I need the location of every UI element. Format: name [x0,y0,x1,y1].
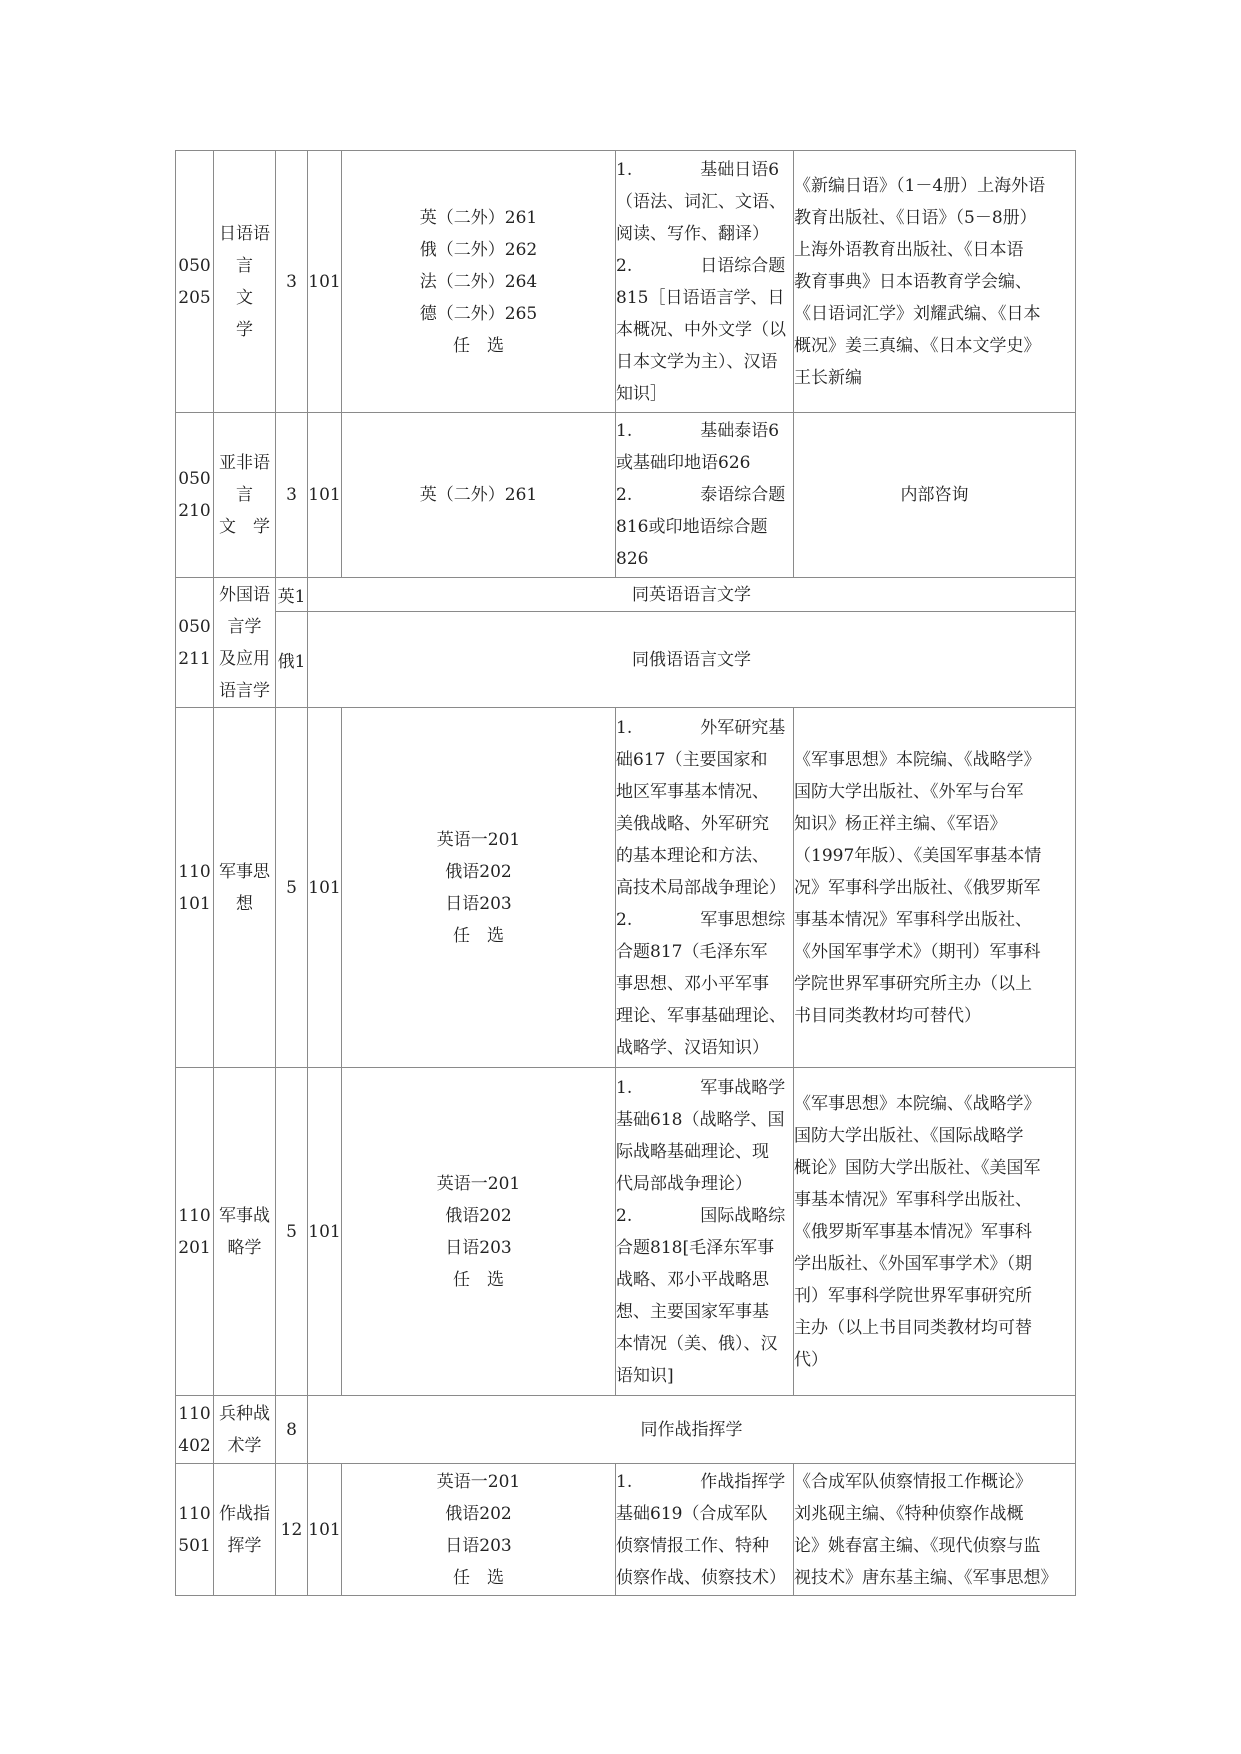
reference-books: 《军事思想》本院编、《战略学》 国防大学出版社、《国际战略学 概论》国防大学出版社、《美国军 事基本情况》军事科学出版社、 《俄罗斯军事基本情况》军事科 学出版社、《外国军事学术》（期 刊）军事科学院世界军事研究所 主办（以上书目同类教材均可替 代） [794,1068,1076,1396]
politics-exam: 101 [308,151,342,413]
subject-exams: 1. 军事战略学 基础618（战略学、国 际战略基础理论、现 代局部战争理论） 2. 国际战略综 合题818[毛泽东军事 战略、邓小平战略思 想、主要国家军事基 本情况（美、俄）、汉 语知识] [616,1068,794,1396]
foreign-language-exam: 英（二外）261 [342,413,616,578]
enroll-count: 8 [276,1396,308,1464]
table-row [176,578,1076,612]
same-as-note: 同英语语言文学 [308,578,1076,612]
subject-exams: 1. 基础日语6 （语法、词汇、文语、 阅读、写作、翻译） 2. 日语综合题 815［日语语言学、日 本概况、中外文学（以 日本文学为主）、汉语 知识］ [616,151,794,413]
table-row [176,151,1076,413]
enroll-count: 12 [276,1464,308,1596]
foreign-language-exam: 英语一201 俄语202 日语203 任 选 [342,1464,616,1596]
program-code: 110 402 [176,1396,214,1464]
enroll-count: 5 [276,1068,308,1396]
program-code: 110 201 [176,1068,214,1396]
table-row [176,612,1076,708]
reference-books: 《军事思想》本院编、《战略学》 国防大学出版社、《外军与台军 知识》杨正祥主编、《军语》 （1997年版）、《美国军事基本情 况》军事科学出版社、《俄罗斯军 事基本情况》军事科学出版社、 《外国军事学术》（期刊）军事科 学院世界军事研究所主办（以上 书目同类教材均可替代） [794,708,1076,1068]
program-code: 110 501 [176,1464,214,1596]
politics-exam: 101 [308,1068,342,1396]
foreign-language-exam: 英语一201 俄语202 日语203 任 选 [342,708,616,1068]
program-name: 外国语 言学 及应用 语言学 [214,578,276,708]
foreign-language-exam: 英（二外）261 俄（二外）262 法（二外）264 德（二外）265 任 选 [342,151,616,413]
enroll-count: 俄1 [276,612,308,708]
enroll-count: 5 [276,708,308,1068]
politics-exam: 101 [308,1464,342,1596]
program-code: 050 205 [176,151,214,413]
politics-exam: 101 [308,708,342,1068]
reference-books: 《合成军队侦察情报工作概论》 刘兆砚主编、《特种侦察作战概 论》姚春富主编、《现代侦察与监 视技术》唐东基主编、《军事思想》 [794,1464,1076,1596]
politics-exam: 101 [308,413,342,578]
program-code: 050 211 [176,578,214,708]
table-row [176,1464,1076,1596]
admission-table [175,150,1076,1596]
program-name: 军事战 略学 [214,1068,276,1396]
enroll-count: 英1 [276,578,308,612]
same-as-note: 同作战指挥学 [308,1396,1076,1464]
program-code: 110 101 [176,708,214,1068]
reference-books: 内部咨询 [794,413,1076,578]
table-row [176,1396,1076,1464]
program-name: 日语语 言 文 学 [214,151,276,413]
subject-exams: 1. 基础泰语6 或基础印地语626 2. 泰语综合题 816或印地语综合题 826 [616,413,794,578]
program-name: 兵种战 术学 [214,1396,276,1464]
program-name: 亚非语 言 文 学 [214,413,276,578]
table-row [176,1068,1076,1396]
enroll-count: 3 [276,151,308,413]
program-name: 作战指 挥学 [214,1464,276,1596]
subject-exams: 1. 作战指挥学 基础619（合成军队 侦察情报工作、特种 侦察作战、侦察技术） [616,1464,794,1596]
same-as-note: 同俄语语言文学 [308,612,1076,708]
table-row [176,708,1076,1068]
program-code: 050 210 [176,413,214,578]
subject-exams: 1. 外军研究基 础617（主要国家和 地区军事基本情况、 美俄战略、外军研究 的基本理论和方法、 高技术局部战争理论） 2. 军事思想综 合题817（毛泽东军 事思想、邓小平军事 理论、军事基础理论、 战略学、汉语知识） [616,708,794,1068]
program-name: 军事思 想 [214,708,276,1068]
reference-books: 《新编日语》（1－4册）上海外语 教育出版社、《日语》（5－8册） 上海外语教育出版社、《日本语 教育事典》日本语教育学会编、 《日语词汇学》刘耀武编、《日本 概况》姜三真编、《日本文学史》 王长新编 [794,151,1076,413]
enroll-count: 3 [276,413,308,578]
foreign-language-exam: 英语一201 俄语202 日语203 任 选 [342,1068,616,1396]
table-row [176,413,1076,578]
